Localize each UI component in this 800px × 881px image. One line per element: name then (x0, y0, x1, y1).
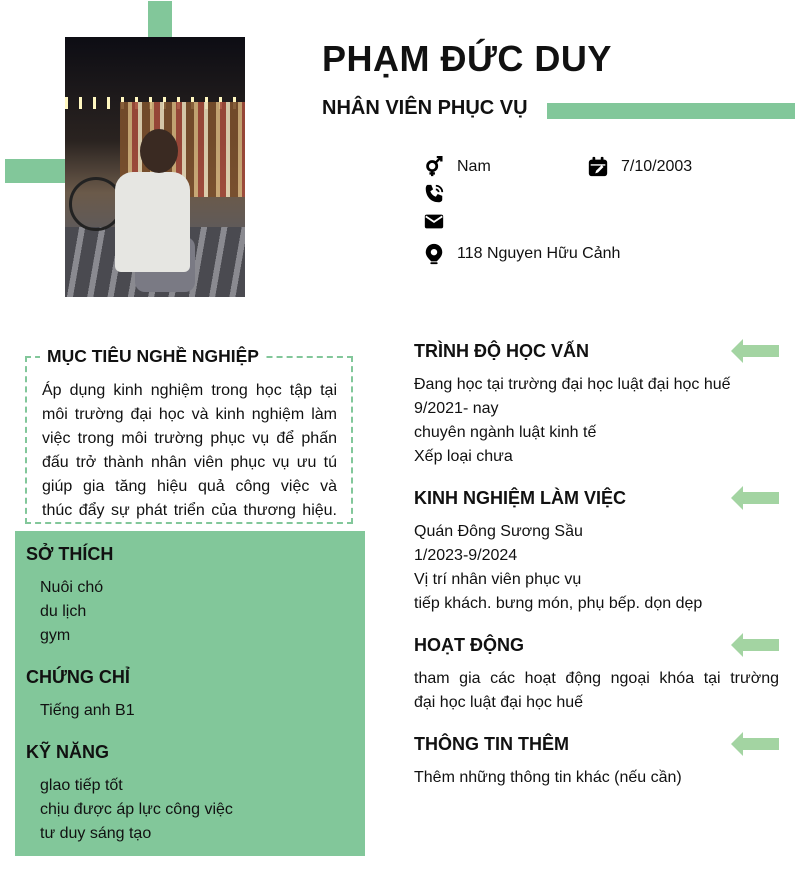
map-pin-icon (423, 243, 445, 265)
list-item: du lịch (40, 603, 87, 620)
experience-title: KINH NGHIỆM LÀM VIỆC (414, 488, 627, 508)
objective-line: giúp gia tăng hiệu quả công việc và (42, 478, 337, 495)
activities-line: tham gia các hoạt động ngoại khóa tại trường (414, 670, 779, 687)
hobbies-title: SỞ THÍCH (26, 544, 114, 564)
skills-list (40, 774, 233, 846)
calendar-icon (587, 156, 609, 178)
objective-line: đấu trở thành nhân viên phục vụ ưu tú (42, 454, 337, 471)
objective-text (42, 379, 337, 523)
decor-bar-left (5, 159, 67, 183)
extra-info-title: THÔNG TIN THÊM (414, 734, 569, 754)
list-item: tư duy sáng tạo (40, 825, 152, 842)
objective-line: môi trường đại học và kinh nghiệm làm (42, 406, 337, 423)
address-row (423, 243, 620, 265)
birthdate-value: 7/10/2003 (621, 158, 693, 175)
email-row (423, 210, 457, 232)
gender-row (423, 156, 491, 178)
arrow-left-icon (731, 486, 779, 510)
education-line: Xếp loại chưa (414, 448, 513, 465)
list-item: glao tiếp tốt (40, 777, 123, 794)
gender-icon (423, 156, 445, 178)
activities-text (414, 667, 779, 715)
job-title-bar (547, 103, 795, 119)
extra-info-line: Thêm những thông tin khác (nếu cần) (414, 769, 682, 786)
envelope-icon (423, 210, 445, 232)
job-title: NHÂN VIÊN PHỤC VỤ (322, 97, 528, 119)
experience-line: Vị trí nhân viên phục vụ (414, 571, 582, 588)
list-item: Nuôi chó (40, 579, 104, 596)
objective-line: việc trong môi trường phục vụ để phấn (42, 430, 337, 447)
arrow-left-icon (731, 339, 779, 363)
experience-line: tiếp khách. bưng món, phụ bếp. dọn dẹp (414, 595, 703, 612)
education-line: chuyên ngành luật kinh tế (414, 424, 597, 441)
birthdate-row (587, 156, 692, 178)
list-item: gym (40, 627, 71, 644)
arrow-left-icon (731, 633, 779, 657)
address-value: 118 Nguyen Hữu Cảnh (457, 245, 621, 262)
phone-row (423, 183, 457, 205)
objective-title: MỤC TIÊU NGHỀ NGHIỆP (40, 346, 266, 367)
education-title: TRÌNH ĐỘ HỌC VẤN (414, 341, 589, 361)
objective-line: thúc đẩy sự phát triển của thương hiệu. (42, 502, 337, 519)
extra-info-text (414, 766, 779, 790)
experience-line: Quán Đông Sương Sầu (414, 523, 583, 540)
certificates-title: CHỨNG CHỈ (26, 667, 130, 687)
skills-title: KỸ NĂNG (26, 742, 110, 762)
experience-text (414, 520, 779, 616)
experience-line: 1/2023-9/2024 (414, 547, 518, 564)
gender-value: Nam (457, 158, 491, 175)
arrow-left-icon (731, 732, 779, 756)
education-text (414, 373, 779, 469)
objective-line: Áp dụng kinh nghiệm trong học tập tại (42, 382, 337, 399)
candidate-name: PHẠM ĐỨC DUY (322, 38, 612, 79)
profile-photo (65, 37, 245, 297)
decor-bar-top (148, 1, 172, 38)
list-item: chịu được áp lực công việc (40, 801, 233, 818)
activities-title: HOẠT ĐỘNG (414, 635, 524, 655)
hobbies-list (40, 576, 103, 648)
certificates-list (40, 699, 135, 723)
education-line: 9/2021- nay (414, 400, 499, 417)
phone-icon (423, 183, 445, 205)
education-line: Đang học tại trường đại học luật đại học huế (414, 376, 731, 393)
list-item: Tiếng anh B1 (40, 702, 135, 719)
activities-line: đại học luật đại học huế (414, 694, 584, 711)
